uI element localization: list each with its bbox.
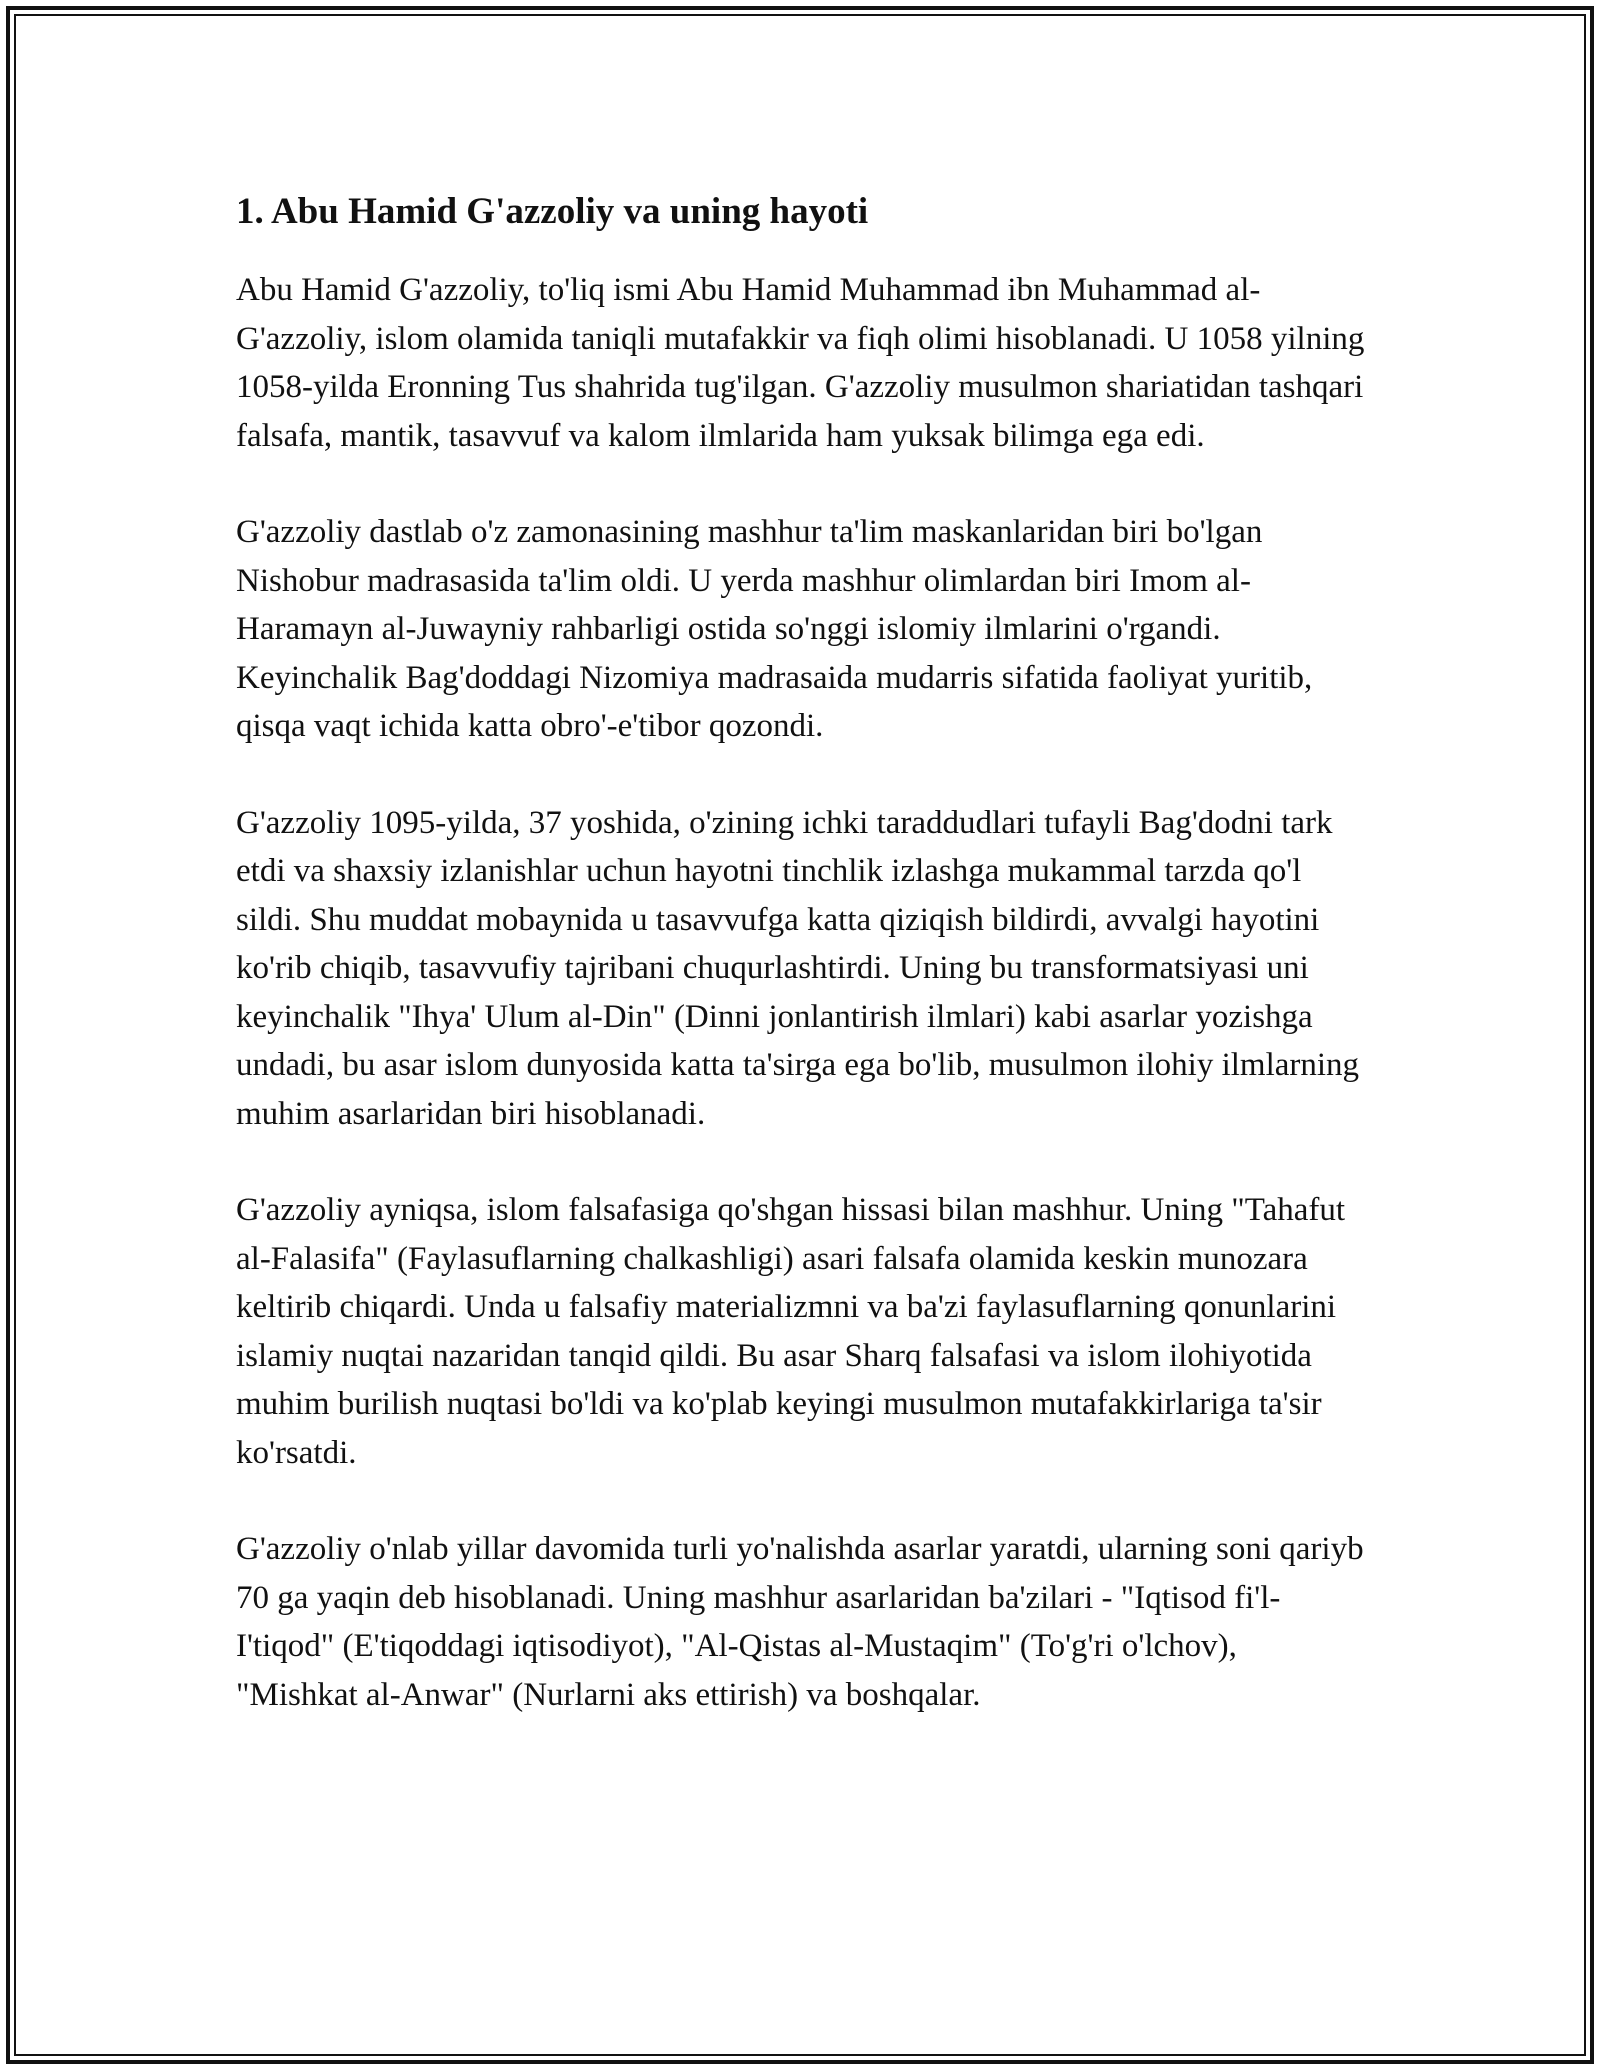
- document-body: [236, 186, 1366, 1767]
- paragraph-spiritual-turn: G'azzoliy 1095-yilda, 37 yoshida, o'zining ichki taraddudlari tufayli Bag'dodni tark etdi va shaxsiy izlanishlar uchun hayotni tinchlik izlashga mukammal tarzda qo'l sildi. Shu muddat mobaynida u tasavvufga katta qiziqish bildirdi, avvalgi hayotini ko'rib chiqib, tasavvufiy tajribani chuqurlashtirdi. Uning bu transformatsiyasi uni keyinchalik "Ihya' Ulum al-Din" (Dinni jonlantirish ilmlari) kabi asarlar yozishga undadi, bu asar islom dunyosida katta ta'sirga ega bo'lib, musulmon ilohiy ilmlarning muhim asarlaridan biri hisoblanadi.: [236, 804, 1360, 1132]
- paragraph-philosophy: G'azzoliy ayniqsa, islom falsafasiga qo'shgan hissasi bilan mashhur. Uning "Tahafut al-Falasifa" (Faylasuflarning chalkashligi) asari falsafa olamida keskin munozara keltirib chiqardi. Unda u falsafiy materializmni va ba'zi faylasuflarning qonunlarini islamiy nuqtai nazaridan tanqid qildi. Bu asar Sharq falsafasi va islom ilohiyotida muhim burilish nuqtasi bo'ldi va ko'plab keyingi musulmon mutafakkirlariga ta'sir ko'rsatdi.: [236, 1192, 1346, 1471]
- paragraph-education: G'azzoliy dastlab o'z zamonasining mashhur ta'lim maskanlaridan biri bo'lgan Nishobur madrasasida ta'lim oldi. U yerda mashhur olimlardan biri Imom al-Haramayn al-Juwayniy rahbarligi ostida so'nggi islomiy ilmlarini o'rgandi. Keyinchalik Bag'doddagi Nizomiya madrasaida mudarris sifatida faoliyat yuritib, qisqa vaqt ichida katta obro'-e'tibor qozondi.: [236, 514, 1313, 744]
- section-heading: 1. Abu Hamid G'azzoliy va uning hayoti: [236, 191, 869, 232]
- paragraph-works: G'azzoliy o'nlab yillar davomida turli yo'nalishda asarlar yaratdi, ularning soni qariyb 70 ga yaqin deb hisoblanadi. Uning mashhur asarlaridan ba'zilari - "Iqtisod fi'l-I'tiqod" (E'tiqoddagi iqtisodiyot), "Al-Qistas al-Mustaqim" (To'g'ri o'lchov), "Mishkat al-Anwar" (Nurlarni aks ettirish) va boshqalar.: [236, 1531, 1364, 1713]
- paragraph-biography-intro: Abu Hamid G'azzoliy, to'liq ismi Abu Hamid Muhammad ibn Muhammad al-G'azzoliy, islom olamida taniqli mutafakkir va fiqh olimi hisoblanadi. U 1058 yilning 1058-yilda Eronning Tus shahrida tug'ilgan. G'azzoliy musulmon shariatidan tashqari falsafa, mantik, tasavvuf va kalom ilmlarida ham yuksak bilimga ega edi.: [236, 272, 1365, 454]
